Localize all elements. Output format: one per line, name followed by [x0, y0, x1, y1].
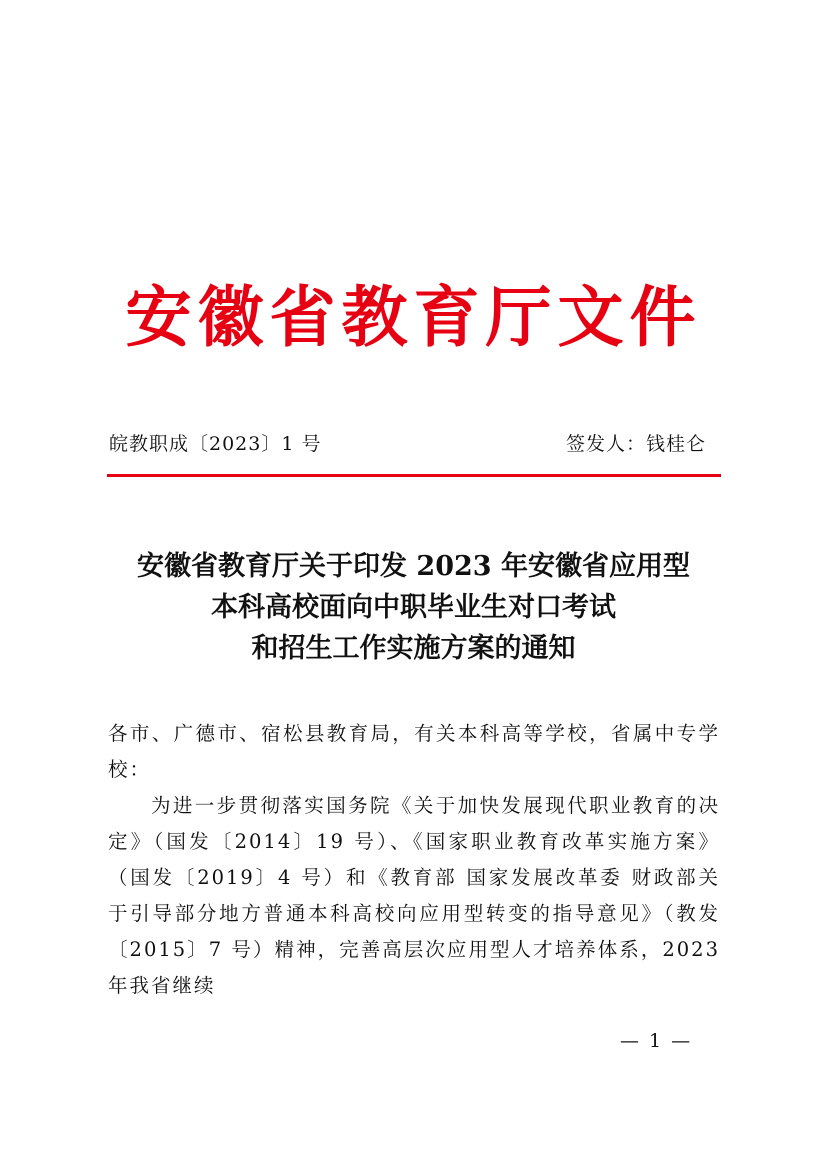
page-number: — 1 — [620, 1030, 693, 1052]
document-header-title: 安徽省教育厅文件 [125, 278, 702, 356]
document-meta [109, 428, 718, 460]
document-body [108, 716, 720, 1004]
notice-title-line-2: 本科高校面向中职毕业生对口考试 [211, 592, 616, 623]
signer: 签发人：钱桂仑 [565, 433, 706, 455]
notice-title [60, 546, 767, 669]
salutation: 各市、广德市、宿松县教育局，有关本科高等学校，省属中专学校： [108, 722, 720, 781]
document-number: 皖教职成〔2023〕1 号 [109, 433, 322, 455]
notice-title-line-1: 安徽省教育厅关于印发 2023 年安徽省应用型 [137, 551, 690, 582]
body-paragraph: 为进一步贯彻落实国务院《关于加快发展现代职业教育的决定》（国发〔2014〕19 号）、《国家职业教育改革实施方案》（国发〔2019〕4 号）和《教育部 国家发展改革委 财政部关于引导部分地方普通本科高校向应用型转变的指导意见》（教发〔2015〕7 号）精神，完善高层次应用型人才培养体系，2023 年我省继续 [108, 794, 720, 997]
red-divider-line [107, 474, 721, 477]
notice-title-line-3: 和招生工作实施方案的通知 [251, 633, 576, 664]
